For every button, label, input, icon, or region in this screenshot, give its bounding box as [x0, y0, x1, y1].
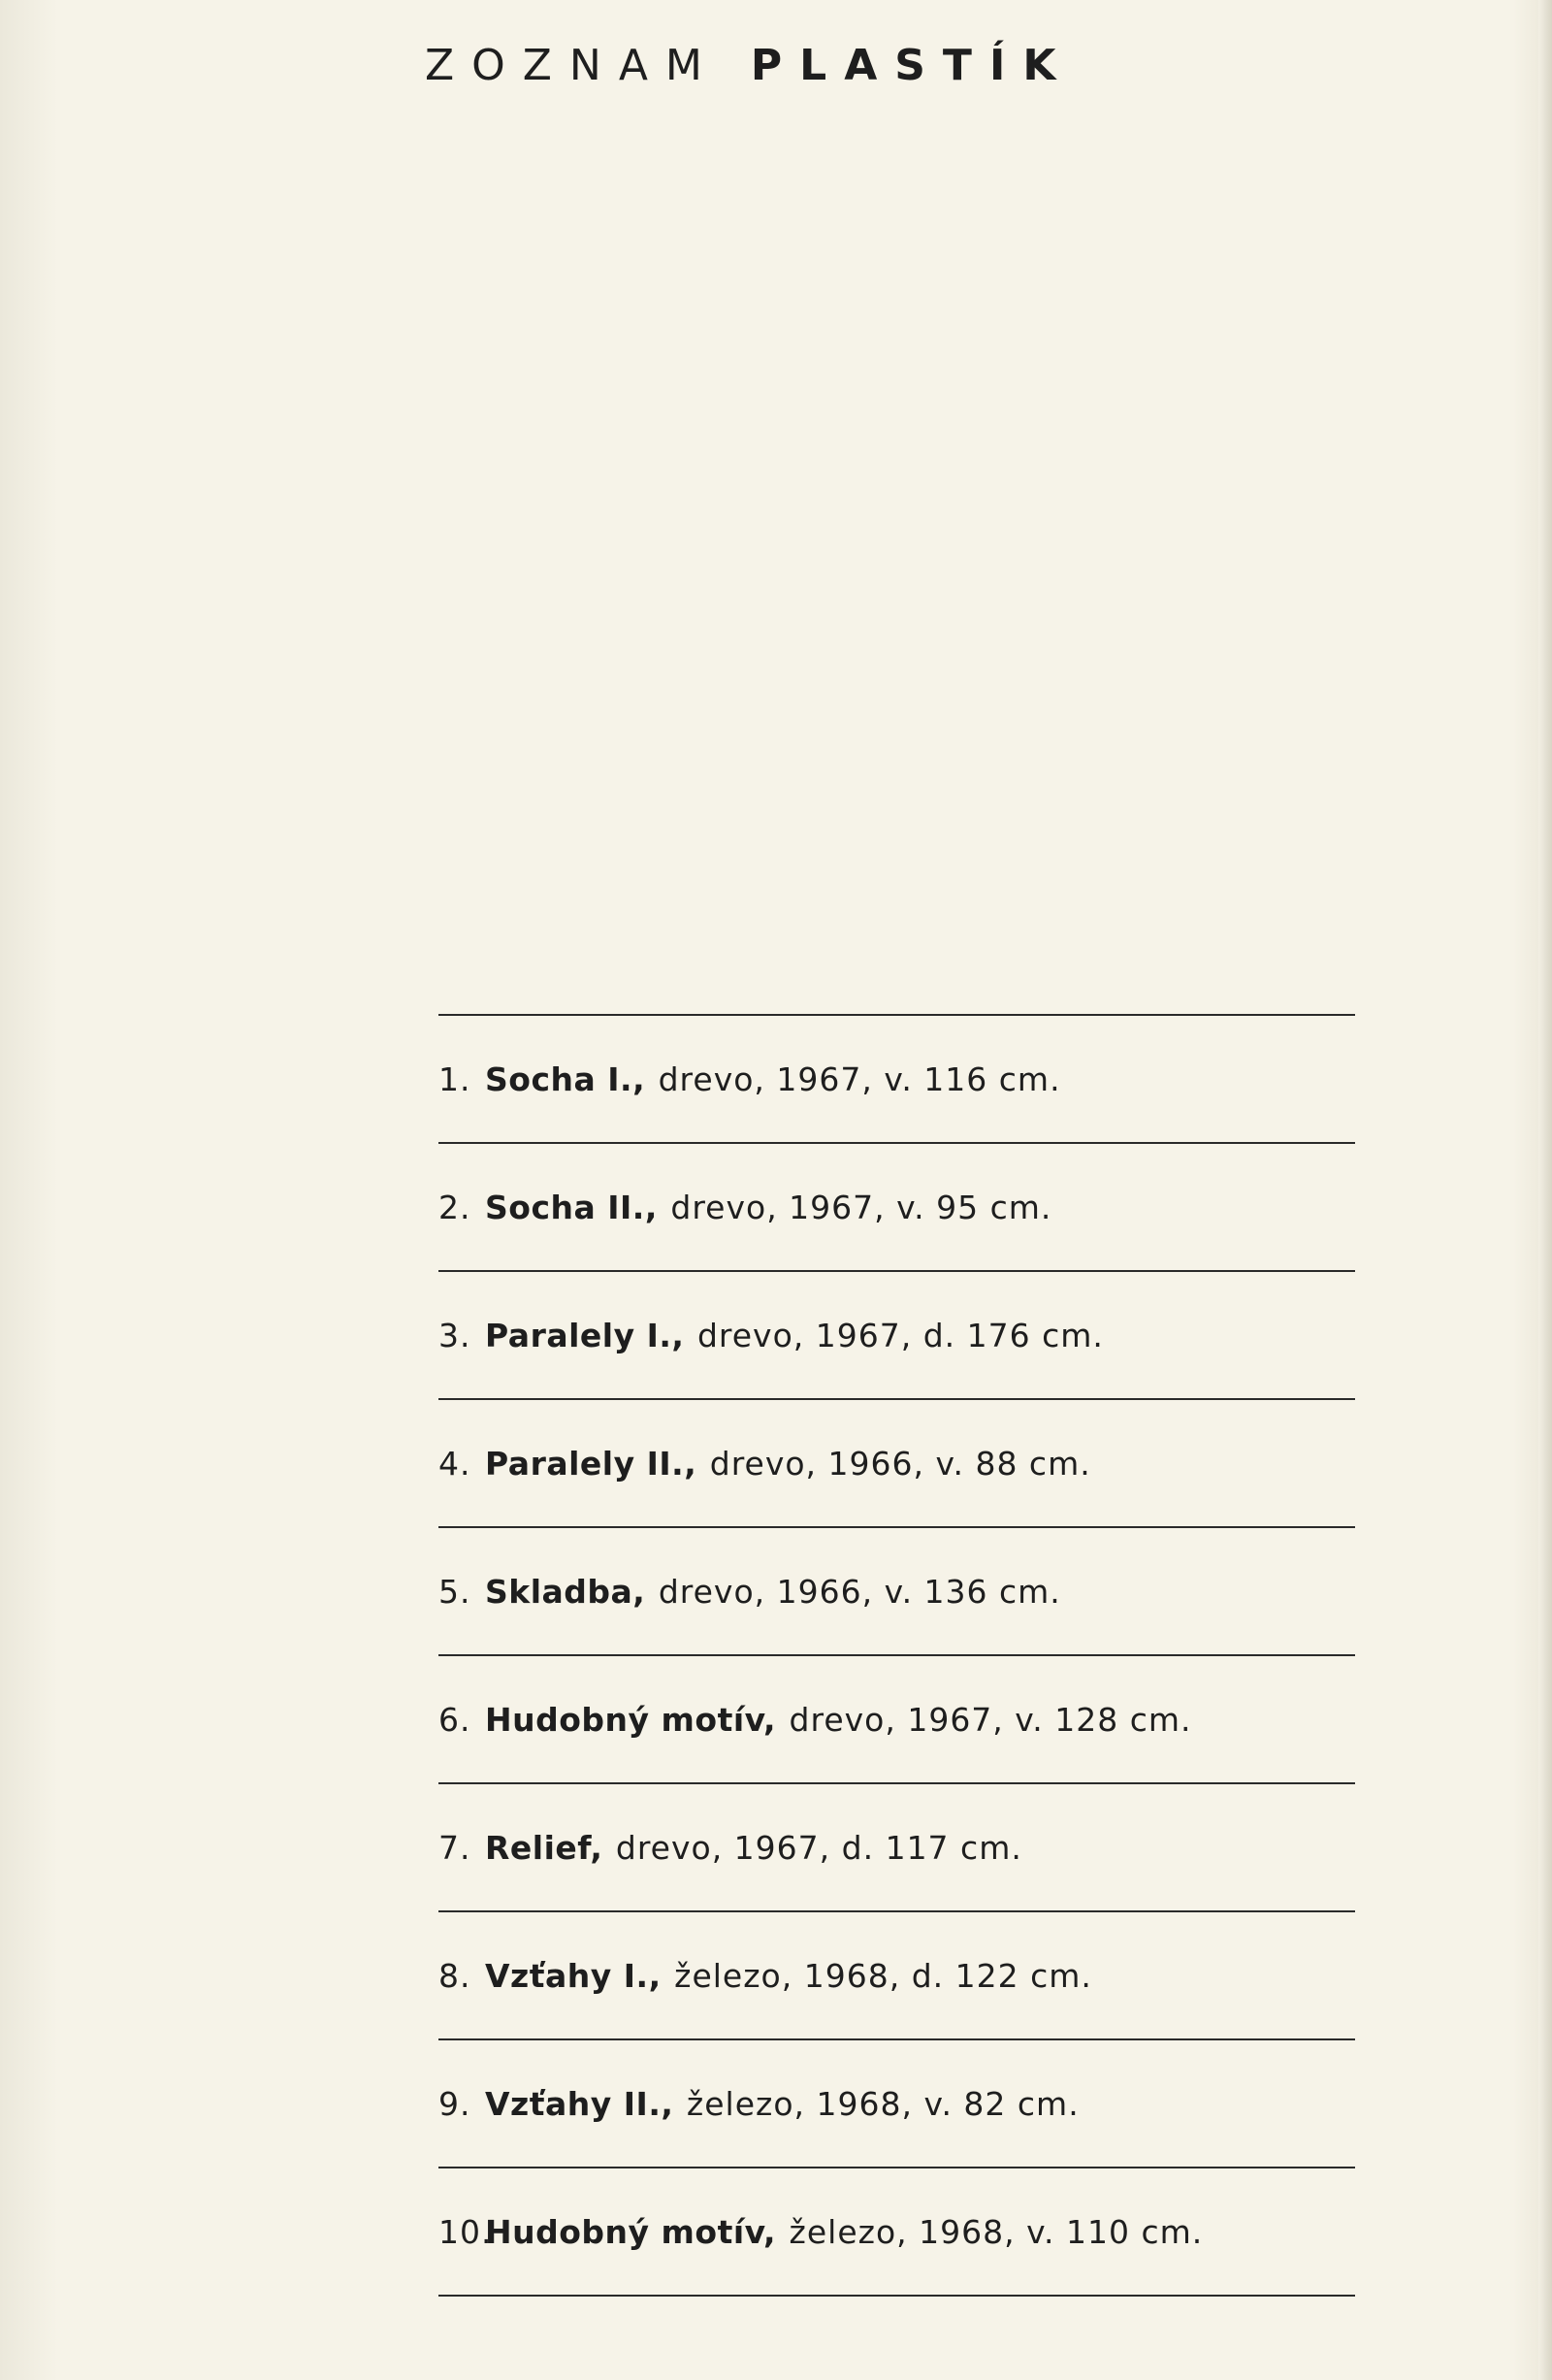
- item-name: Socha II.,: [485, 1188, 658, 1226]
- item-number: 3.: [438, 1316, 471, 1354]
- list-item: [438, 1016, 1360, 1142]
- item-name: Skladba,: [485, 1572, 646, 1611]
- title-part-2: PLASTÍK: [750, 41, 1074, 90]
- item-name: Vzťahy I.,: [485, 1956, 662, 1995]
- item-name: Paralely II.,: [485, 1444, 697, 1483]
- list-item: [438, 1912, 1360, 2038]
- item-details: drevo, 1967, d. 117 cm.: [615, 1828, 1022, 1867]
- list-item: [438, 1272, 1360, 1398]
- item-details: drevo, 1966, v. 136 cm.: [658, 1572, 1061, 1611]
- item-name: Relief,: [485, 1828, 603, 1867]
- item-number: 1.: [438, 1060, 471, 1098]
- item-name: Paralely I.,: [485, 1316, 685, 1354]
- item-number: 9.: [438, 2084, 471, 2123]
- item-details: železo, 1968, d. 122 cm.: [674, 1956, 1092, 1995]
- item-name: Vzťahy II.,: [485, 2084, 674, 2123]
- item-number: 6.: [438, 1700, 471, 1739]
- item-details: drevo, 1967, v. 116 cm.: [658, 1060, 1061, 1098]
- item-number: 4.: [438, 1444, 471, 1483]
- item-name: Hudobný motív,: [485, 2212, 777, 2251]
- list-item: [438, 2040, 1360, 2167]
- item-details: železo, 1968, v. 110 cm.: [789, 2212, 1204, 2251]
- list-item: [438, 2168, 1360, 2295]
- item-number: 7.: [438, 1828, 471, 1867]
- item-details: drevo, 1967, d. 176 cm.: [696, 1316, 1104, 1354]
- item-details: drevo, 1967, v. 128 cm.: [789, 1700, 1192, 1739]
- divider: [438, 2295, 1355, 2297]
- item-details: drevo, 1967, v. 95 cm.: [670, 1188, 1052, 1226]
- item-name: Socha I.,: [485, 1060, 646, 1098]
- list-item: [438, 1400, 1360, 1526]
- title-part-1: ZOZNAM: [425, 41, 720, 90]
- item-number: 5.: [438, 1572, 471, 1611]
- list-item: [438, 1528, 1360, 1654]
- item-number: 10.: [438, 2212, 493, 2251]
- item-details: železo, 1968, v. 82 cm.: [686, 2084, 1080, 2123]
- item-number: 2.: [438, 1188, 471, 1226]
- item-number: 8.: [438, 1956, 471, 1995]
- sculpture-list: [438, 1014, 1360, 2297]
- list-item: [438, 1656, 1360, 1782]
- list-item: [438, 1144, 1360, 1270]
- page-title: [425, 41, 1073, 90]
- page-edge: [1538, 0, 1552, 2380]
- list-item: [438, 1784, 1360, 1910]
- item-details: drevo, 1966, v. 88 cm.: [709, 1444, 1091, 1483]
- item-name: Hudobný motív,: [485, 1700, 777, 1739]
